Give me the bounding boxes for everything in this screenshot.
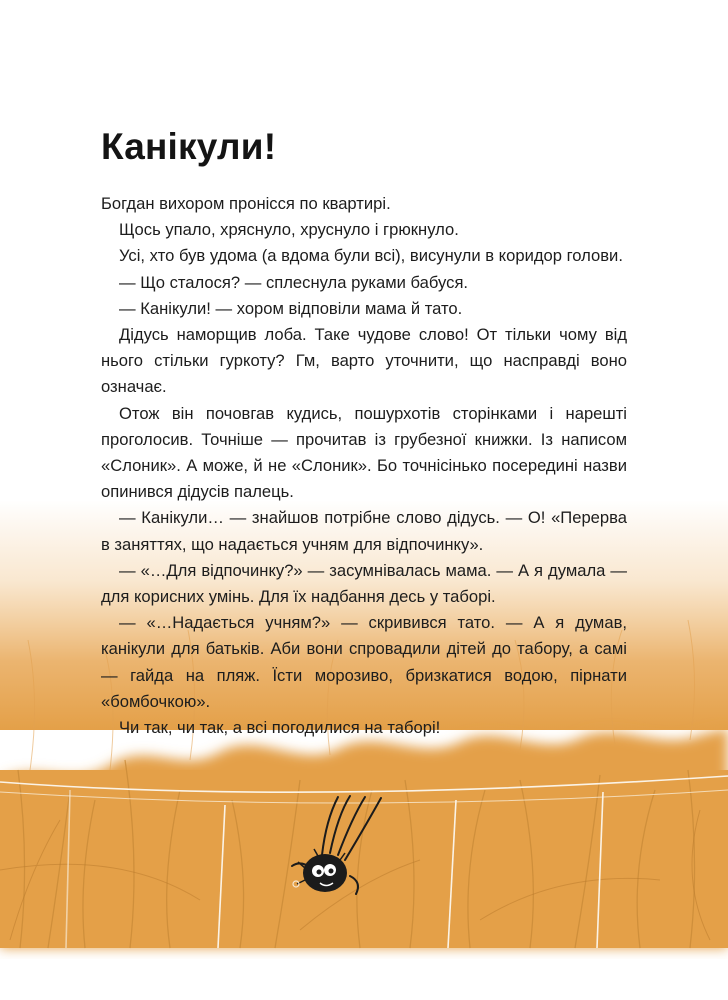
story-paragraph: — Канікули! — хором відповіли мама й тато. — [119, 298, 463, 318]
story-paragraph: Чи так, чи так, а всі погодилися на таборі! — [119, 718, 441, 738]
story-paragraph: — Що сталося? — сплеснула руками бабуся. — [119, 272, 469, 292]
story-paragraph: Отож він почовгав кудись, пошурхотів сторінками і нарешті проголосив. Точніше — прочитав із грубезної книжки. Із написом «Слоник». А може, й не «Слоник». Бо точнісінько посередині назви опинився дідусів палець. — [101, 403, 627, 502]
story-paragraph: — «…Для відпочинку?» — засумнівалась мама. — А я думала — для корисних умінь. Для їх надбання десь у таборі. — [101, 560, 627, 607]
story-text-block — [101, 125, 627, 741]
story-paragraph: Усі, хто був удома (а вдома були всі), висунули в коридор голови. — [119, 246, 623, 266]
story-body — [101, 191, 627, 741]
story-paragraph: — Канікули… — знайшов потрібне слово дідусь. — О! «Перерва в заняттях, що надається учням для відпочинку». — [101, 508, 627, 554]
story-paragraph: Дідусь наморщив лоба. Таке чудове слово! От тільки чому від нього стільки гуркоту? Гм, варто уточнити, що насправді воно означає. — [101, 325, 627, 397]
story-paragraph: — «…Надається учням?» — скривився тато. — А я думав, канікули для батьків. Аби вони спровадили дітей до табору, а самі — гайда на пляж. Їсти морозиво, бризкатися водою, пірнати «бомбочкою». — [101, 613, 627, 711]
story-paragraph: Щось упало, хряснуло, хруснуло і грюкнуло. — [119, 220, 459, 240]
chapter-title: Канікули! — [101, 126, 277, 167]
story-paragraph: Богдан вихором пронісся по квартирі. — [101, 194, 391, 213]
